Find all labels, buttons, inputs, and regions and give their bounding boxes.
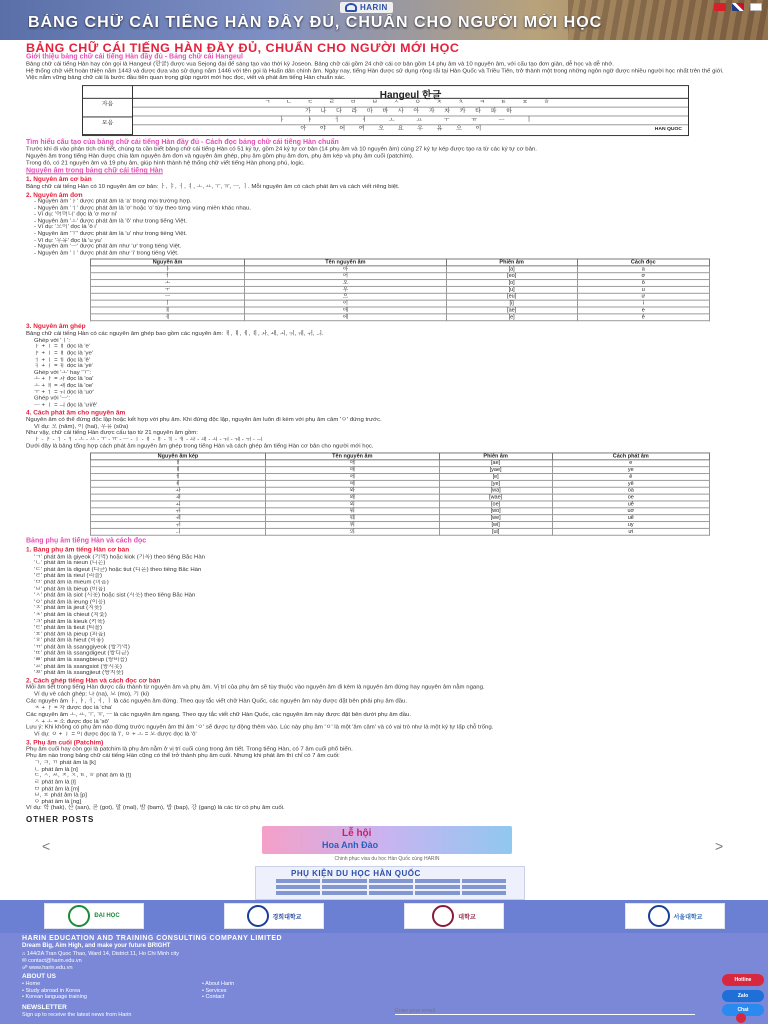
table-header: Nguyên âm bbox=[91, 259, 245, 266]
table-cell: ㅏ bbox=[91, 266, 245, 273]
logo-text: HARIN bbox=[360, 3, 388, 12]
compound-vowel-item: ㅕ + ㅣ = ㅖ đọc là 'yê' bbox=[34, 363, 94, 370]
consonant-item: 'ㅍ' phát âm là pieup (피읖) bbox=[34, 631, 106, 638]
table-cell: ye bbox=[552, 467, 709, 474]
compound-vowel-text: Bảng chữ cái tiếng Hàn có các nguyên âm ghép bao gồm các nguyên âm: ㅐ, ㅒ, ㅔ, ㅖ, ㅘ, ㅙ, ㅚ, ㅝ, ㅞ, ㅟ, ㅢ. bbox=[26, 330, 324, 337]
table-cell: ㅘ bbox=[91, 487, 266, 494]
table-cell: ê bbox=[577, 314, 709, 321]
footer-link-about[interactable]: • About Harin bbox=[202, 981, 235, 987]
table-row bbox=[91, 266, 710, 273]
basic-vowel-heading: 1. Nguyên âm cơ bản bbox=[26, 176, 92, 184]
footer-link-study[interactable]: • Study abroad in Korea bbox=[22, 987, 81, 994]
table-header: Tên nguyên âm bbox=[245, 259, 447, 266]
consonant-item: 'ㅂ' phát âm là bieup (비읍) bbox=[34, 586, 106, 593]
hangeul-chart-image bbox=[82, 85, 689, 136]
intro-paragraph-3: Việc nắm vững bảng chữ cái là bước đầu tiên quan trọng giúp người mới học đọc, viết và phát âm tiếng Hàn chuẩn xác. bbox=[26, 75, 346, 82]
table-cell: 애 bbox=[245, 307, 447, 314]
compound-vowel-table bbox=[90, 453, 710, 536]
table-cell: ㅔ bbox=[91, 474, 266, 481]
vowel-list: ㅏ - ㅑ - ㅓ - ㅕ - ㅗ - ㅛ - ㅜ - ㅠ - ㅡ - ㅣ - ㅐ - ㅒ - ㅔ - ㅖ - ㅘ - ㅙ - ㅚ - ㅝ - ㅞ - ㅟ - ㅢ bbox=[34, 437, 263, 444]
single-vowel-item: - Ví dụ: '어머니' đọc là 'ơ mơ ni' bbox=[34, 211, 118, 218]
table-cell: ô bbox=[577, 280, 709, 287]
chart-footer: HAN QUOC bbox=[654, 126, 682, 133]
flag-korea-icon[interactable] bbox=[750, 3, 762, 11]
compound-vowel-item: ㅡ + ㅣ = ㅢ đọc là 'ưi/ê' bbox=[34, 402, 98, 409]
article bbox=[26, 42, 746, 812]
flag-english-icon[interactable] bbox=[732, 3, 744, 11]
vowel-pronunciation-text: Dưới đây là bảng tổng hợp cách phát âm nguyên âm ghép trong tiếng Hàn và cách ghép âm tiếng Hàn cơ bản cho người mới học. bbox=[26, 443, 374, 450]
intro-paragraph-2: Hệ thống chữ viết hoàn thiện năm 1443 và được đưa vào sử dụng năm 1446 với tên gọi là Huấn dân chính âm. Ngày nay, tiếng Hàn được sử dụng rộng rãi tại Hàn Quốc và Triều Tiên, trở thành một trong những ngôn ngữ được nhiều người học nhất trên thế giới. bbox=[26, 68, 724, 75]
table-cell: 예 bbox=[265, 480, 439, 487]
table-cell: [u] bbox=[446, 287, 577, 294]
consonant-item: 'ㄱ' phát âm là giyeok (기역) hoặc kiok (기옥) theo tiếng Bắc Hàn bbox=[34, 553, 206, 560]
article-title: BẢNG CHỮ CÁI TIẾNG HÀN ĐẦY ĐỦ, CHUẨN CHO NGƯỜI MỚI HỌC bbox=[26, 41, 460, 55]
table-cell: 웨 bbox=[265, 515, 439, 522]
section-structure-heading: Tìm hiểu cấu tạo của bảng chữ cái tiếng Hàn đầy đủ - Cách đọc bảng chữ cái tiếng Hàn chuẩn bbox=[26, 138, 339, 146]
table-cell: ㅞ bbox=[91, 515, 266, 522]
table-cell: 어 bbox=[245, 273, 447, 280]
final-consonant-item: ㅁ phát âm là [m] bbox=[34, 786, 80, 793]
table-header: Cách đọc bbox=[577, 259, 709, 266]
table-cell: [eu] bbox=[446, 294, 577, 301]
vowel-table bbox=[90, 259, 710, 322]
table-cell: uy bbox=[552, 522, 709, 529]
vowel-pronunciation-heading: 4. Cách phát âm cho nguyên âm bbox=[26, 409, 126, 417]
table-cell: 에 bbox=[245, 314, 447, 321]
table-cell: ㅟ bbox=[91, 522, 266, 529]
table-row bbox=[91, 515, 710, 522]
table-cell: i bbox=[577, 300, 709, 307]
other-posts-heading: OTHER POSTS bbox=[26, 815, 95, 824]
chart-row-3: ㅏ ㅑ ㅓ ㅕ ㅗ ㅛ ㅜ ㅠ ㅡ ㅣ bbox=[133, 116, 688, 125]
table-header: Phiên âm bbox=[439, 453, 552, 460]
consonant-item: 'ㅇ' phát âm là ieung (이응) bbox=[34, 599, 106, 606]
table-row bbox=[91, 487, 710, 494]
syllable-text: Các nguyên âm ㅏ, ㅑ, ㅓ, ㅕ, ㅣ là các nguyên âm đứng. Theo quy tắc viết chữ Hàn Quốc, các nguyên âm này được đặt bên phải phụ âm đầu. bbox=[26, 698, 408, 705]
table-row bbox=[91, 280, 710, 287]
footer-links bbox=[22, 981, 382, 1001]
final-consonant-item: ㅇ phát âm là [ng] bbox=[34, 799, 82, 805]
consonant-item: 'ㅁ' phát âm là mieum (미음) bbox=[34, 579, 109, 586]
logo-icon bbox=[345, 3, 357, 12]
single-vowel-item: - Nguyên âm 'ㅜ' được phát âm là 'u' như trong tiếng Việt. bbox=[34, 231, 187, 237]
table-row bbox=[91, 287, 710, 294]
table-cell: ư bbox=[577, 294, 709, 301]
partner-logos bbox=[0, 900, 768, 933]
table-row bbox=[91, 467, 710, 474]
chart-caption: Hangeul 한글 bbox=[133, 86, 688, 99]
company-email[interactable]: ✉ contact@harin.edu.vn bbox=[22, 958, 82, 964]
flag-vietnam-icon[interactable] bbox=[714, 3, 726, 11]
table-cell: 에 bbox=[265, 474, 439, 481]
final-consonant-item: ㄷ, ㅅ, ㅆ, ㅈ, ㅊ, ㅌ, ㅎ phát âm là [t] bbox=[34, 773, 131, 780]
table-cell: [eo] bbox=[446, 273, 577, 280]
consonant-item: 'ㄷ' phát âm là digeut (디귿) hoặc tiut (디읃) theo tiếng Bắc Hàn bbox=[34, 566, 202, 573]
table-cell: [o] bbox=[446, 280, 577, 287]
compound-vowel-item: ㅓ + ㅣ = ㅔ đọc là 'ê' bbox=[34, 357, 91, 363]
table-header: Phiên âm bbox=[446, 259, 577, 266]
vowel-pronunciation-text: Nguyên âm có thể đứng độc lập hoặc kết hợp với phụ âm. Khi đứng độc lập, nguyên âm luôn đi kèm với phụ âm câm 'ㅇ' đứng trước. bbox=[26, 417, 382, 423]
table-header: Nguyên âm kép bbox=[91, 453, 266, 460]
university-seal-icon bbox=[247, 905, 269, 927]
language-switcher bbox=[714, 3, 762, 11]
table-header: Tên nguyên âm bbox=[265, 453, 439, 460]
site-footer bbox=[0, 933, 768, 1024]
footer-link-contact[interactable]: • Contact bbox=[202, 994, 225, 1000]
table-row bbox=[91, 474, 710, 481]
basic-vowel-text: Bảng chữ cái tiếng Hàn có 10 nguyên âm cơ bản: ㅏ, ㅑ, ㅓ, ㅕ, ㅗ, ㅛ, ㅜ, ㅠ, ㅡ, ㅣ. Mỗi nguyên âm có cách phát âm và cách viết riêng biệt. bbox=[26, 183, 400, 190]
single-vowel-item: - Nguyên âm 'ㅓ' được phát âm là 'ơ' hoặc 'o' tùy theo từng vùng miền khác nhau. bbox=[34, 205, 252, 212]
page-header bbox=[0, 0, 768, 40]
table-cell: [wi] bbox=[439, 522, 552, 529]
table-cell: ㅢ bbox=[91, 528, 266, 535]
single-vowel-item: - Nguyên âm 'ㅡ' được phát âm như 'ư' trong tiếng Việt. bbox=[34, 243, 182, 250]
university-seal-icon bbox=[68, 905, 90, 927]
consonant-item: 'ㅊ' phát âm là chieut (치읓) bbox=[34, 612, 107, 618]
consonant-item: 'ㅅ' phát âm là siot (시옷) hoặc sist (시읏) theo tiếng Bắc Hàn bbox=[34, 592, 196, 599]
table-cell: [wae] bbox=[439, 494, 552, 501]
table-cell: uê bbox=[552, 515, 709, 522]
table-cell: ㅐ bbox=[91, 307, 245, 314]
register-banner[interactable] bbox=[255, 866, 525, 900]
compound-vowel-item: ㅗ + ㅏ = ㅘ đọc là 'oa' bbox=[34, 376, 94, 383]
university-seal-icon bbox=[432, 905, 454, 927]
table-cell: uê bbox=[552, 501, 709, 508]
compound-vowel-item: Ghép với 'ㅣ': bbox=[34, 337, 71, 344]
compound-vowel-item: Ghép với 'ㅗ' hay 'ㅜ': bbox=[34, 369, 92, 376]
table-cell: e bbox=[552, 460, 709, 467]
table-cell: [we] bbox=[439, 515, 552, 522]
company-address: ⌂ 144/2A Tran Quoc Thao, Ward 14, District 11, Ho Chi Minh city bbox=[22, 951, 179, 957]
consonant-item: 'ㄸ' phát âm là ssangdigeut (쌍디귿) bbox=[34, 650, 129, 657]
structure-paragraph-2: Nguyên âm trong tiếng Hàn được chia làm nguyên âm đơn và nguyên âm ghép, phụ âm gồm phụ âm đơn, phụ âm kép và phụ âm cuối (patchim). bbox=[26, 153, 414, 160]
final-consonant-item: ㄹ phát âm là [l] bbox=[34, 779, 76, 786]
table-cell: 의 bbox=[265, 528, 439, 535]
single-vowel-item: - Ví dụ: '오이' đọc là 'ô i' bbox=[34, 224, 97, 231]
table-cell: 위 bbox=[265, 522, 439, 529]
table-cell: e bbox=[577, 307, 709, 314]
table-cell: 이 bbox=[245, 300, 447, 307]
table-cell: oa bbox=[552, 487, 709, 494]
syllable-text: Lưu ý: Khi không có phụ âm nào đứng trước nguyên âm thì âm 'ㅇ' sẽ được tự động thêm vào. Lúc này phụ âm 'ㅇ' là một 'âm câm' và có vai trò như là một ký tự lấp chỗ trống. bbox=[26, 724, 494, 731]
syllable-example: ㅊ + ㅏ = 차 được đọc là 'cha' bbox=[34, 705, 113, 712]
table-cell: [ui] bbox=[439, 528, 552, 535]
final-consonant-item: ㅂ, ㅍ phát âm là [p] bbox=[34, 792, 87, 799]
table-cell: 애 bbox=[265, 460, 439, 467]
consonant-item: 'ㅈ' phát âm là jieut (지읒) bbox=[34, 605, 102, 612]
consonant-item: 'ㅃ' phát âm là ssangbieup (쌍비읍) bbox=[34, 657, 128, 664]
table-cell: ㅗ bbox=[91, 280, 245, 287]
chart-side-consonant: 자음 bbox=[83, 99, 132, 117]
table-cell: 으 bbox=[245, 294, 447, 301]
compound-vowel-item: ㅏ + ㅣ = ㅐ đọc là 'e' bbox=[34, 344, 91, 351]
single-vowel-item: - Nguyên âm 'ㅗ' được phát âm là 'ô' như trong tiếng Việt. bbox=[34, 218, 187, 224]
table-cell: [ae] bbox=[446, 307, 577, 314]
table-cell: ơ bbox=[577, 273, 709, 280]
table-cell: ㅔ bbox=[91, 314, 245, 321]
footer-link-training[interactable]: • Korean language training bbox=[22, 994, 87, 1000]
vowel-pronunciation-example: Ví dụ: 오 (năm), 이 (hai), 우유 (sữa) bbox=[34, 423, 129, 430]
single-vowel-item: - Ví dụ: '우유' đọc là 'u yu' bbox=[34, 237, 102, 244]
table-cell: [ye] bbox=[439, 480, 552, 487]
table-cell: u bbox=[577, 287, 709, 294]
compound-vowel-item: Ghép với 'ㅡ': bbox=[34, 395, 71, 402]
table-row bbox=[91, 528, 710, 535]
table-cell: 오 bbox=[245, 280, 447, 287]
final-consonant-text: Phụ âm cuối hay còn gọi là patchim là phụ âm nằm ở vị trí cuối cùng trong âm tiết. Trong tiếng Hàn, có 7 âm cuối phổ biến. bbox=[26, 746, 353, 753]
university-seal-icon bbox=[648, 905, 670, 927]
table-cell: [a] bbox=[446, 266, 577, 273]
syllable-example: Ví dụ: ㅇ + ㅣ = 이 được đọc là 'i', ㅇ + ㅗ = 오 được đọc là 'ô' bbox=[34, 731, 197, 738]
syllable-text: Mỗi âm tiết trong tiếng Hàn được cấu thành từ nguyên âm và phụ âm. Vị trí của phụ âm sẽ tùy thuộc vào nguyên âm đi kèm là nguyên âm đứng hay nguyên âm nằm ngang. bbox=[26, 684, 485, 691]
final-consonant-heading: 3. Phụ âm cuối (Patchim) bbox=[26, 739, 104, 747]
vowel-pronunciation-text: Như vậy, chữ cái tiếng Hàn được cấu tạo từ 21 nguyên âm gồm: bbox=[26, 430, 198, 437]
consonant-item: 'ㄹ' phát âm là rieul (리을) bbox=[34, 573, 103, 580]
intro-heading: Giới thiệu bảng chữ cái tiếng Hàn đầy đủ - Bảng chữ cái Hangeul bbox=[26, 53, 243, 61]
compound-vowel-item: ㅗ + ㅐ = ㅙ đọc là 'oe' bbox=[34, 382, 94, 389]
newsletter-email-input[interactable] bbox=[395, 1007, 695, 1015]
table-cell: [e] bbox=[446, 314, 577, 321]
table-row bbox=[91, 480, 710, 487]
final-consonant-text: Phụ âm nào trong bảng chữ cái tiếng Hàn cũng có thể trở thành phụ âm cuối. Nhưng khi phát âm thì chỉ có 7 âm cuối: bbox=[26, 753, 340, 760]
scroll-top-icon[interactable] bbox=[736, 1013, 746, 1023]
intro-paragraph-1: Bảng chữ cái tiếng Hàn hay còn gọi là Hangeul (한글) được vua Sejong đại đế sáng tạo vào thời kỳ Joseon. Bảng chữ cái gồm 24 chữ cái cơ bản gồm 14 phụ âm và 10 nguyên âm, với cấu tạo đơn giản, dễ học và dễ nhớ. bbox=[26, 61, 614, 68]
chart-row-2: 가 나 다 라 마 바 사 아 자 차 카 타 파 하 bbox=[133, 108, 688, 117]
table-row bbox=[91, 314, 710, 321]
table-cell: 우 bbox=[245, 287, 447, 294]
carousel-prev-button[interactable]: < bbox=[42, 838, 51, 854]
compound-vowel-item: ㅜ + ㅓ = ㅝ đọc là 'uơ' bbox=[34, 389, 94, 396]
table-cell: oe bbox=[552, 494, 709, 501]
table-cell: 와 bbox=[265, 487, 439, 494]
about-heading: ABOUT US bbox=[22, 973, 56, 980]
post-caption[interactable]: Chinh phục visa du học Hàn Quốc cùng HARIN bbox=[334, 856, 440, 862]
messenger-button[interactable]: Chat bbox=[722, 1004, 764, 1016]
table-cell: 워 bbox=[265, 508, 439, 515]
table-row bbox=[91, 501, 710, 508]
vowel-subheading[interactable]: Nguyên âm trong bảng chữ cái tiếng Hàn bbox=[26, 167, 163, 175]
table-cell: ㅖ bbox=[91, 480, 266, 487]
footer-link-services[interactable]: • Services bbox=[202, 987, 227, 994]
consonant-item: 'ㅋ' phát âm là kieuk (키읔) bbox=[34, 618, 105, 625]
banner-line-1: Lễ hội bbox=[342, 828, 372, 839]
table-cell: 외 bbox=[265, 501, 439, 508]
single-vowel-heading: 2. Nguyên âm đơn bbox=[26, 191, 83, 199]
consonant-item: 'ㄴ' phát âm là nieun (니은) bbox=[34, 560, 106, 567]
consonant-item: 'ㅆ' phát âm là ssangsiot (쌍시옷) bbox=[34, 663, 122, 670]
chart-row-1: ㄱ ㄴ ㄷ ㄹ ㅁ ㅂ ㅅ ㅇ ㅈ ㅊ ㅋ ㅌ ㅍ ㅎ bbox=[133, 99, 688, 108]
hotline-button[interactable]: Hotline bbox=[722, 974, 764, 986]
table-cell: [wa] bbox=[439, 487, 552, 494]
table-cell: [yae] bbox=[439, 467, 552, 474]
single-vowel-item: - Nguyên âm 'ㅏ' được phát âm là 'a' trong mọi trường hợp. bbox=[34, 198, 192, 205]
table-cell: ê bbox=[552, 474, 709, 481]
company-slogan: Dream Big, Aim High, and make your future BRIGHT bbox=[22, 943, 171, 949]
header-title: BẢNG CHỮ CÁI TIẾNG HÀN ĐẦY ĐỦ, CHUẨN CHO NGƯỜI MỚI HỌC bbox=[28, 14, 603, 31]
carousel-next-button[interactable]: > bbox=[715, 838, 724, 854]
table-row bbox=[91, 522, 710, 529]
syllable-example: Ví dụ về cách ghép: 나 (na), 모 (mo), 기 (ki) bbox=[34, 691, 150, 698]
table-cell: ㅣ bbox=[91, 300, 245, 307]
site-logo[interactable] bbox=[340, 2, 393, 13]
table-cell: 얘 bbox=[265, 467, 439, 474]
table-cell: uơ bbox=[552, 508, 709, 515]
table-row bbox=[91, 494, 710, 501]
table-row bbox=[91, 508, 710, 515]
table-cell: [i] bbox=[446, 300, 577, 307]
consonant-item: 'ㅉ' phát âm là ssangjieut (쌍지읒) bbox=[34, 670, 124, 677]
banner-line-2: Hoa Anh Đào bbox=[322, 840, 379, 850]
table-cell: ㅓ bbox=[91, 273, 245, 280]
final-consonant-item: ㄴ phát âm là [n] bbox=[34, 766, 78, 773]
partner-logo[interactable]: 대학교 bbox=[404, 903, 504, 929]
table-cell: ㅙ bbox=[91, 494, 266, 501]
syllable-heading: 2. Cách ghép tiếng Hàn và cách đọc cơ bản bbox=[26, 677, 161, 685]
partner-logo[interactable]: ĐẠI HỌC bbox=[44, 903, 144, 929]
single-vowel-item: - Nguyên âm 'ㅣ' được phát âm như 'i' trong tiếng Việt. bbox=[34, 250, 179, 257]
structure-paragraph-1: Trước khi đi vào phân tích chi tiết, chúng ta cần biết bảng chữ cái tiếng Hàn có 51 ký tự, gồm 24 ký tự cơ bản (14 phụ âm và 10 nguyên âm) cùng 27 ký tự kép được tạo ra từ các ký tự cơ bản. bbox=[26, 146, 537, 153]
consonant-item: 'ㅎ' phát âm là hieut (히읗) bbox=[34, 637, 104, 644]
zalo-button[interactable]: Zalo bbox=[722, 990, 764, 1002]
table-cell: [ae] bbox=[439, 460, 552, 467]
partner-logo[interactable]: 서울대학교 bbox=[625, 903, 725, 929]
syllable-text: Các nguyên âm ㅗ, ㅛ, ㅜ, ㅠ, ㅡ là các nguyên âm ngang. Theo quy tắc viết chữ Hàn Quốc, các nguyên âm này được đặt bên dưới phụ âm đầu. bbox=[26, 711, 411, 718]
company-website[interactable]: ☍ www.harin.edu.vn bbox=[22, 965, 73, 971]
register-rows bbox=[276, 879, 506, 895]
table-cell: [e] bbox=[439, 474, 552, 481]
table-cell: a bbox=[577, 266, 709, 273]
table-row bbox=[91, 460, 710, 467]
consonant-item: 'ㄲ' phát âm là ssanggiyeok (쌍기역) bbox=[34, 644, 130, 651]
footer-link-home[interactable]: • Home bbox=[22, 981, 41, 987]
compound-vowel-item: ㅑ + ㅣ = ㅒ đọc là 'ye' bbox=[34, 350, 94, 357]
newsletter-heading: NEWSLETTER bbox=[22, 1004, 67, 1011]
table-cell: ㅐ bbox=[91, 460, 266, 467]
chart-side-vowel: 모음 bbox=[83, 117, 132, 135]
table-cell: [oe] bbox=[439, 501, 552, 508]
table-cell: ㅚ bbox=[91, 501, 266, 508]
consonant-item: 'ㅌ' phát âm là tieut (티읕) bbox=[34, 624, 103, 631]
table-row bbox=[91, 273, 710, 280]
final-consonant-example: Ví dụ: 학 (hak), 산 (san), 곧 (got), 말 (mal), 밤 (bam), 밥 (bap), 강 (gang) là các từ có phụ âm cuối. bbox=[26, 805, 285, 812]
table-row bbox=[91, 307, 710, 314]
table-row bbox=[91, 300, 710, 307]
basic-consonant-heading: 1. Bảng phụ âm tiếng Hàn cơ bản bbox=[26, 546, 130, 554]
table-header: Cách phát âm bbox=[552, 453, 709, 460]
table-row bbox=[91, 294, 710, 301]
table-cell: yê bbox=[552, 480, 709, 487]
consonant-section-heading: Bảng phụ âm tiếng Hàn và cách đọc bbox=[26, 537, 147, 545]
newsletter-text: Sign up to receive the latest news from Harin bbox=[22, 1012, 132, 1018]
chart-row-4: 아 야 어 여 오 요 우 유 으 이 bbox=[300, 126, 488, 133]
table-cell: ưi bbox=[552, 528, 709, 535]
chart-side-labels bbox=[83, 86, 133, 135]
compound-vowel-heading: 3. Nguyên âm ghép bbox=[26, 323, 86, 331]
structure-paragraph-3: Trong đó, có 21 nguyên âm và 19 phụ âm, giúp hình thành hệ thống chữ viết tiếng Hàn phong phú, logic. bbox=[26, 160, 305, 167]
register-title: PHỤ KIỆN DU HỌC HÀN QUỐC bbox=[291, 869, 421, 878]
partner-logo[interactable]: 경희대학교 bbox=[224, 903, 324, 929]
syllable-example: ㅅ + ㅗ = 소 được đọc là 'sô' bbox=[34, 718, 109, 725]
company-name: HARIN EDUCATION AND TRAINING CONSULTING COMPANY LIMITED bbox=[22, 935, 283, 942]
table-cell: ㅝ bbox=[91, 508, 266, 515]
table-cell: ㅡ bbox=[91, 294, 245, 301]
table-cell: [wo] bbox=[439, 508, 552, 515]
final-consonant-item: ㄱ, ㅋ, ㄲ phát âm là [k] bbox=[34, 760, 96, 767]
table-cell: ㅜ bbox=[91, 287, 245, 294]
table-cell: ㅒ bbox=[91, 467, 266, 474]
table-cell: 왜 bbox=[265, 494, 439, 501]
table-cell: 아 bbox=[245, 266, 447, 273]
post-banner-image[interactable] bbox=[262, 826, 512, 854]
